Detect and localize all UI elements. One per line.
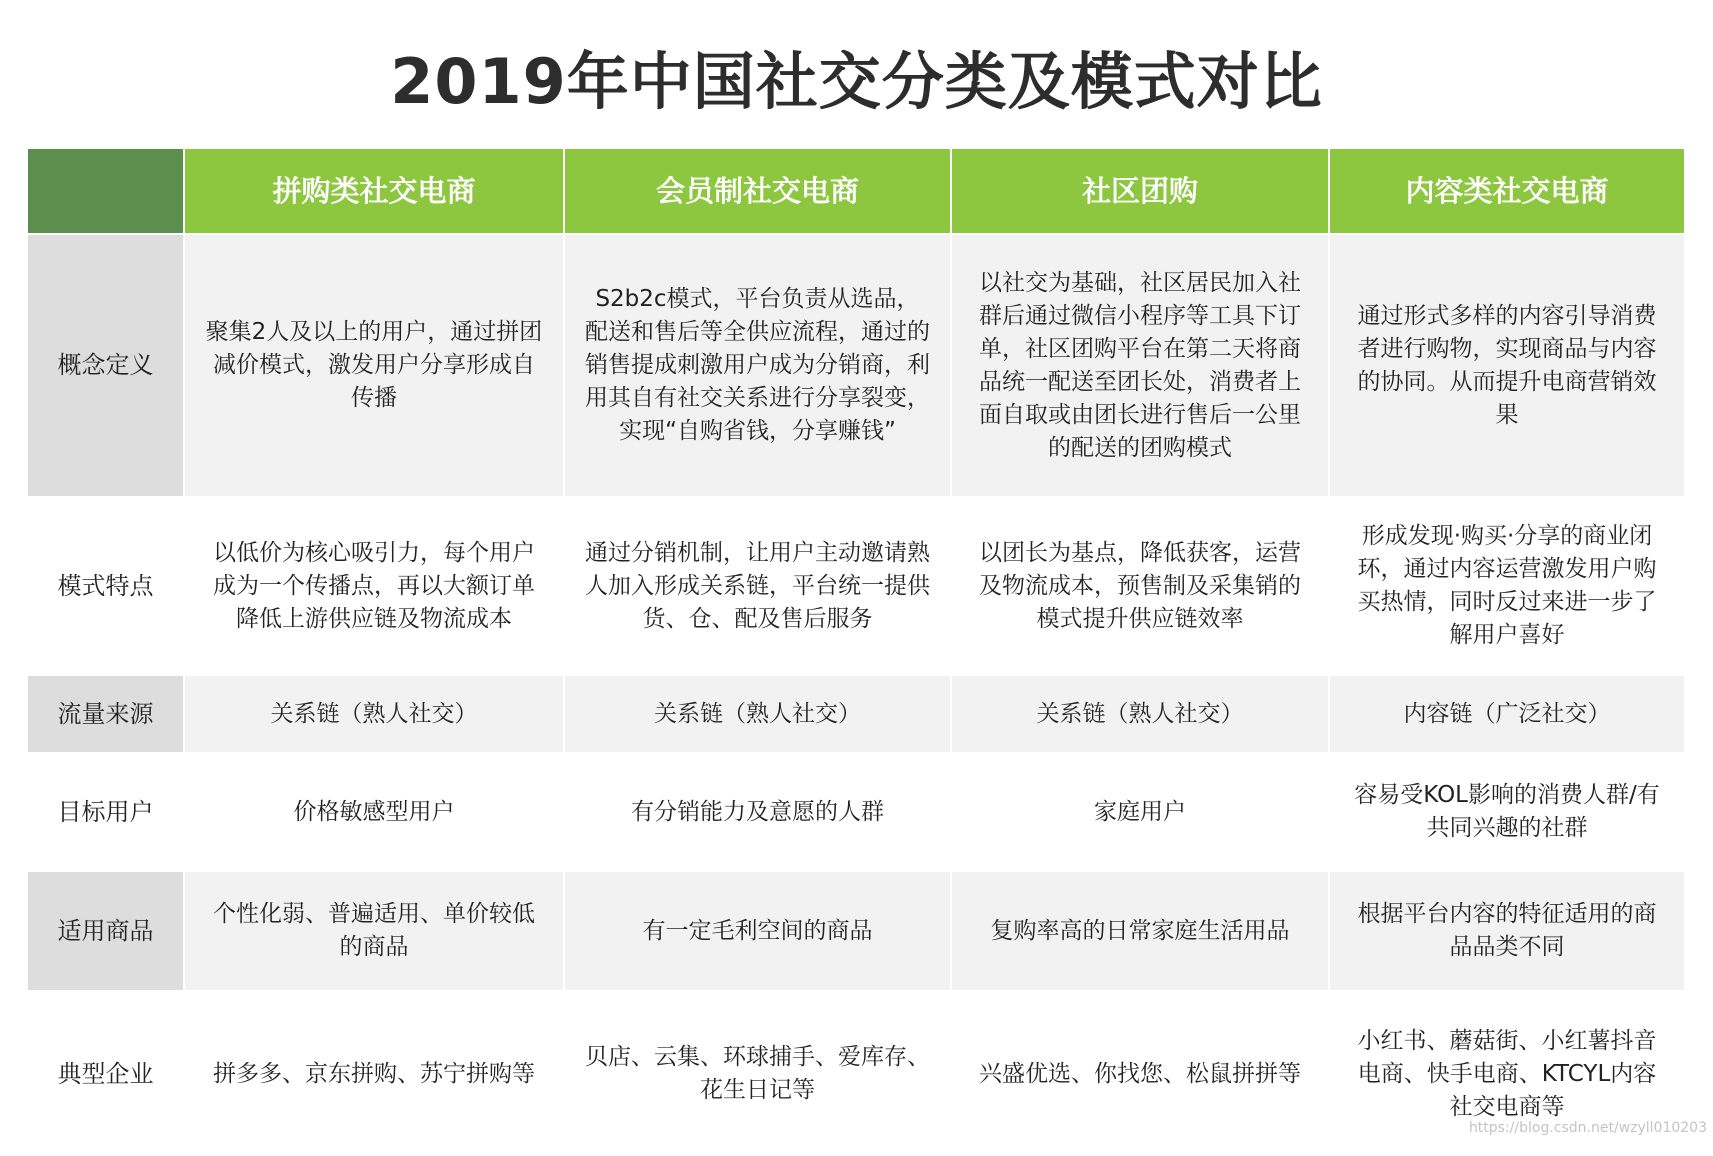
- column-header: 会员制社交电商: [565, 149, 950, 233]
- watermark: https://blog.csdn.net/wzyll010203: [1468, 1120, 1707, 1136]
- column-header: 社区团购: [952, 149, 1328, 233]
- table-cell: 复购率高的日常家庭生活用品: [952, 872, 1328, 990]
- table-cell: 关系链（熟人社交）: [185, 676, 563, 752]
- table-cell: 家庭用户: [952, 754, 1328, 870]
- table-cell: 以社交为基础，社区居民加入社群后通过微信小程序等工具下订单，社区团购平台在第二天将商品统一配送至团长处，消费者上面自取或由团长进行售后一公里的配送的团购模式: [952, 235, 1328, 496]
- row-label: 适用商品: [28, 872, 183, 990]
- row-label: 模式特点: [28, 498, 183, 674]
- table-cell: 贝店、云集、环球捕手、爱库存、花生日记等: [565, 992, 950, 1156]
- table-cell: 聚集2人及以上的用户，通过拼团减价模式，激发用户分享形成自传播: [185, 235, 563, 496]
- table-cell: 小红书、蘑菇街、小红薯抖音电商、快手电商、KTCYL内容社交电商等: [1330, 992, 1684, 1156]
- table-cell: 个性化弱、普遍适用、单价较低的商品: [185, 872, 563, 990]
- table-cell: 形成发现·购买·分享的商业闭环，通过内容运营激发用户购买热情，同时反过来进一步了解用户喜好: [1330, 498, 1684, 674]
- table-cell: 拼多多、京东拼购、苏宁拼购等: [185, 992, 563, 1156]
- table-cell: 内容链（广泛社交）: [1330, 676, 1684, 752]
- row-label: 流量来源: [28, 676, 183, 752]
- table-cell: 以团长为基点，降低获客，运营及物流成本，预售制及采集销的模式提升供应链效率: [952, 498, 1328, 674]
- row-label: 典型企业: [28, 992, 183, 1156]
- table-cell: 价格敏感型用户: [185, 754, 563, 870]
- table-cell: 容易受KOL影响的消费人群/有共同兴趣的社群: [1330, 754, 1684, 870]
- table-cell: 关系链（熟人社交）: [565, 676, 950, 752]
- table-cell: 根据平台内容的特征适用的商品品类不同: [1330, 872, 1684, 990]
- row-label: 概念定义: [28, 235, 183, 496]
- table-cell: 通过分销机制，让用户主动邀请熟人加入形成关系链，平台统一提供货、仓、配及售后服务: [565, 498, 950, 674]
- table-cell: 有分销能力及意愿的人群: [565, 754, 950, 870]
- table-corner: [28, 149, 183, 233]
- page-title: 2019年中国社交分类及模式对比: [390, 45, 1323, 118]
- row-label: 目标用户: [28, 754, 183, 870]
- column-header: 内容类社交电商: [1330, 149, 1684, 233]
- comparison-table: [28, 149, 1684, 1156]
- table-cell: 以低价为核心吸引力，每个用户成为一个传播点，再以大额订单降低上游供应链及物流成本: [185, 498, 563, 674]
- table-cell: 关系链（熟人社交）: [952, 676, 1328, 752]
- column-header: 拼购类社交电商: [185, 149, 563, 233]
- table-cell: 兴盛优选、你找您、松鼠拼拼等: [952, 992, 1328, 1156]
- table-cell: 有一定毛利空间的商品: [565, 872, 950, 990]
- table-cell: 通过形式多样的内容引导消费者进行购物，实现商品与内容的协同。从而提升电商营销效果: [1330, 235, 1684, 496]
- table-cell: S2b2c模式，平台负责从选品，配送和售后等全供应流程，通过的销售提成刺激用户成为分销商，利用其自有社交关系进行分享裂变，实现“自购省钱，分享赚钱”: [565, 235, 950, 496]
